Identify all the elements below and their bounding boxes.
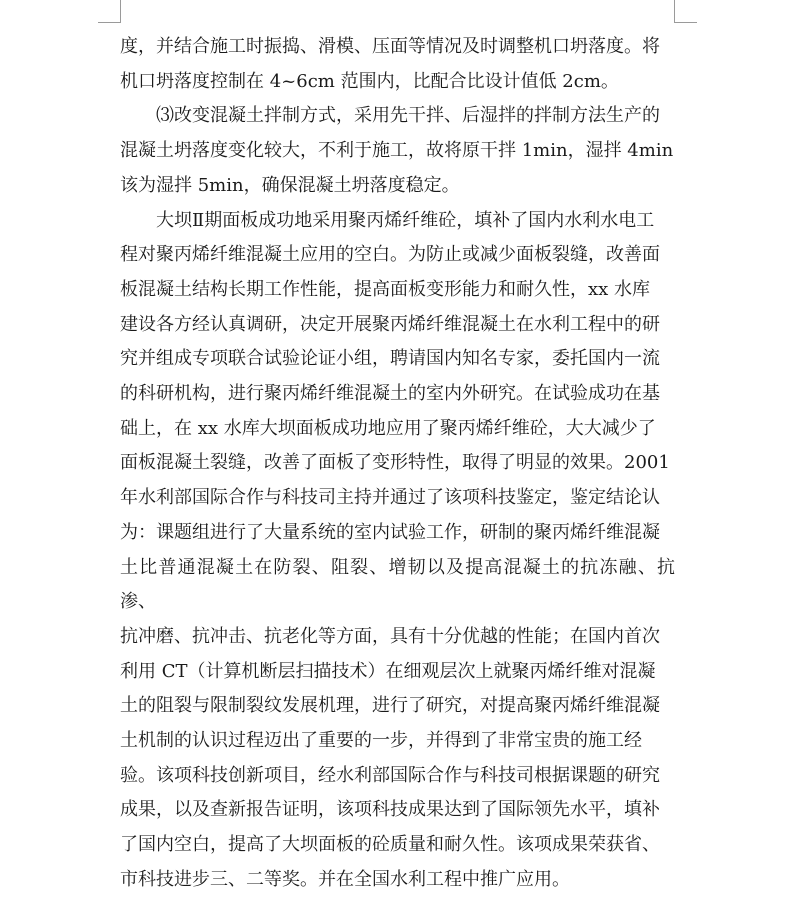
text-line: 础上，在 xx 水库大坝面板成功地应用了聚丙烯纤维砼，大大减少了 [120,417,656,439]
text-line: 利用 CT（计算机断层扫描技术）在细观层次上就聚丙烯纤维对混凝 [120,660,656,682]
text-line: 究并组成专项联合试验论证小组，聘请国内知名专家，委托国内一流 [120,348,660,370]
text-line: 建设各方经认真调研，决定开展聚丙烯纤维混凝土在水利工程中的研 [120,313,660,335]
text-line: 验。该项科技创新项目，经水利部国际合作与科技司根据课题的研究 [120,764,660,786]
text-line: 年水利部国际合作与科技司主持并通过了该项科技鉴定，鉴定结论认 [120,487,660,509]
document-body[interactable] [120,30,675,898]
text-line: 土机制的认识过程迈出了重要的一步，并得到了非常宝贵的施工经 [120,730,642,752]
margin-corner-mark-right [674,0,697,23]
text-line: ⑶改变混凝土拌制方式，采用先干拌、后湿拌的拌制方法生产的 [156,105,660,127]
text-line: 面板混凝土裂缝，改善了面板了变形特性，取得了明显的效果。2001 [120,452,670,474]
text-line: 了国内空白，提高了大坝面板的砼质量和耐久性。该项成果荣获省、 [120,834,660,856]
text-line: 的科研机构，进行聚丙烯纤维混凝土的室内外研究。在试验成功在基 [120,383,660,405]
margin-corner-mark-left [98,0,121,23]
text-line: 度，并结合施工时振捣、滑模、压面等情况及时调整机口坍落度。将 [120,36,660,57]
text-line: 成果，以及查新报告证明，该项科技成果达到了国际领先水平，填补 [120,799,660,821]
text-line: 土的阻裂与限制裂纹发展机理，进行了研究，对提高聚丙烯纤维混凝 [120,695,660,717]
text-line: 混凝土坍落度变化较大，不利于施工，故将原干拌 1min，湿拌 4min [120,140,674,162]
paragraph-continued [120,30,675,99]
text-line: 板混凝土结构长期工作性能，提高面板变形能力和耐久性，xx 水库 [120,278,651,300]
text-line: 机口坍落度控制在 4~6cm 范围内，比配合比设计值低 2cm。 [120,70,619,92]
text-line: 大坝Ⅱ期面板成功地采用聚丙烯纤维砼，填补了国内水利水电工 [156,209,655,231]
paragraph-mixing-method [120,99,675,203]
text-line: 该为湿拌 5min，确保混凝土坍落度稳定。 [120,174,460,196]
text-line: 土比普通混凝土在防裂、阻裂、增韧以及提高混凝土的抗冻融、抗渗、 [120,556,675,613]
text-line: 为：课题组进行了大量系统的室内试验工作，研制的聚丙烯纤维混凝 [120,521,660,543]
paragraph-polypropylene-fiber [120,204,675,898]
text-line: 市科技进步三、二等奖。并在全国水利工程中推广应用。 [120,868,570,890]
text-line: 抗冲磨、抗冲击、抗老化等方面，具有十分优越的性能；在国内首次 [120,625,660,647]
text-line: 程对聚丙烯纤维混凝土应用的空白。为防止或减少面板裂缝，改善面 [120,244,660,266]
